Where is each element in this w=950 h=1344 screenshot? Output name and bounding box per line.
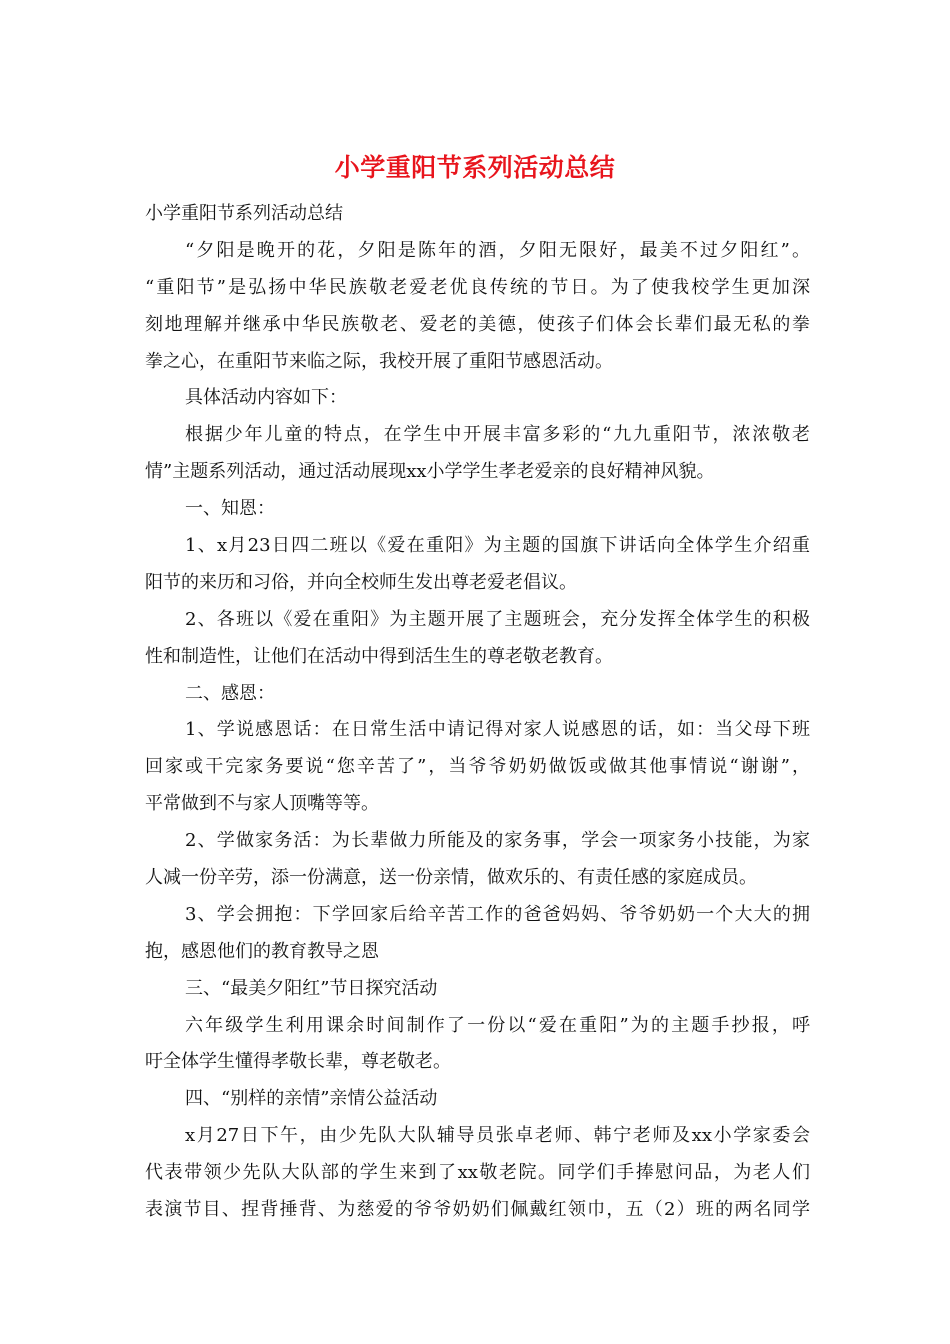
text-line: 表演节目、捏背捶背、为慈爱的爷爷奶奶们佩戴红领巾，五（2）班的两名同学 bbox=[145, 1199, 810, 1221]
text-line: 1、x月23日四二班以《爱在重阳》为主题的国旗下讲话向全体学生介绍重 bbox=[185, 535, 810, 557]
text-line: 2、各班以《爱在重阳》为主题开展了主题班会，充分发挥全体学生的积极 bbox=[185, 608, 810, 630]
text-line: 根据少年儿童的特点，在学生中开展丰富多彩的“九九重阳节，浓浓敬老 bbox=[185, 424, 810, 446]
text-line: 3、学会拥抱：下学回家后给辛苦工作的爸爸妈妈、爷爷奶奶一个大大的拥 bbox=[185, 903, 810, 925]
text-line: 一、知恩： bbox=[185, 498, 275, 520]
document-body bbox=[145, 196, 810, 1229]
text-line: 人减一份辛劳，添一份满意，送一份亲情，做欢乐的、有责任感的家庭成员。 bbox=[145, 867, 757, 889]
text-line: 回家或干完家务要说“您辛苦了”，当爷爷奶奶做饭或做其他事情说“谢谢”， bbox=[145, 756, 810, 778]
text-line: x月27日下午，由少先队大队辅导员张卓老师、韩宁老师及xx小学家委会 bbox=[185, 1125, 810, 1147]
text-line: 阳节的来历和习俗，并向全校师生发出尊老爱老倡议。 bbox=[145, 571, 577, 593]
text-line: 吁全体学生懂得孝敬长辈，尊老敬老。 bbox=[145, 1051, 451, 1073]
text-line: 性和制造性，让他们在活动中得到活生生的尊老敬老教育。 bbox=[145, 645, 613, 667]
text-line: 抱，感恩他们的教育教导之恩 bbox=[145, 940, 379, 962]
document-title: 小学重阳节系列活动总结 bbox=[334, 153, 616, 182]
text-line: 具体活动内容如下： bbox=[185, 387, 347, 409]
text-line: 三、“最美夕阳红”节日探究活动 bbox=[185, 977, 438, 999]
text-line: 平常做到不与家人顶嘴等等。 bbox=[145, 793, 379, 815]
text-line: 四、“别样的亲情”亲情公益活动 bbox=[185, 1088, 438, 1110]
text-line: 情”主题系列活动，通过活动展现xx小学学生孝老爱亲的良好精神风貌。 bbox=[145, 461, 715, 483]
text-line: “夕阳是晚开的花，夕阳是陈年的酒，夕阳无限好，最美不过夕阳红”。 bbox=[185, 239, 810, 261]
text-line: 代表带领少先队大队部的学生来到了xx敬老院。同学们手捧慰问品，为老人们 bbox=[145, 1162, 810, 1184]
text-line: 小学重阳节系列活动总结 bbox=[145, 203, 343, 224]
text-line: 拳之心，在重阳节来临之际，我校开展了重阳节感恩活动。 bbox=[145, 350, 613, 372]
text-line: 二、感恩： bbox=[185, 682, 275, 704]
text-line: 2、学做家务活：为长辈做力所能及的家务事，学会一项家务小技能，为家 bbox=[185, 830, 810, 852]
text-line: 刻地理解并继承中华民族敬老、爱老的美德，使孩子们体会长辈们最无私的拳 bbox=[145, 313, 810, 335]
text-line: 六年级学生利用课余时间制作了一份以“爱在重阳”为的主题手抄报，呼 bbox=[185, 1014, 810, 1036]
text-line: “重阳节”是弘扬中华民族敬老爱老优良传统的节日。为了使我校学生更加深 bbox=[145, 276, 810, 298]
text-line: 1、学说感恩话：在日常生活中请记得对家人说感恩的话，如：当父母下班 bbox=[185, 719, 810, 741]
